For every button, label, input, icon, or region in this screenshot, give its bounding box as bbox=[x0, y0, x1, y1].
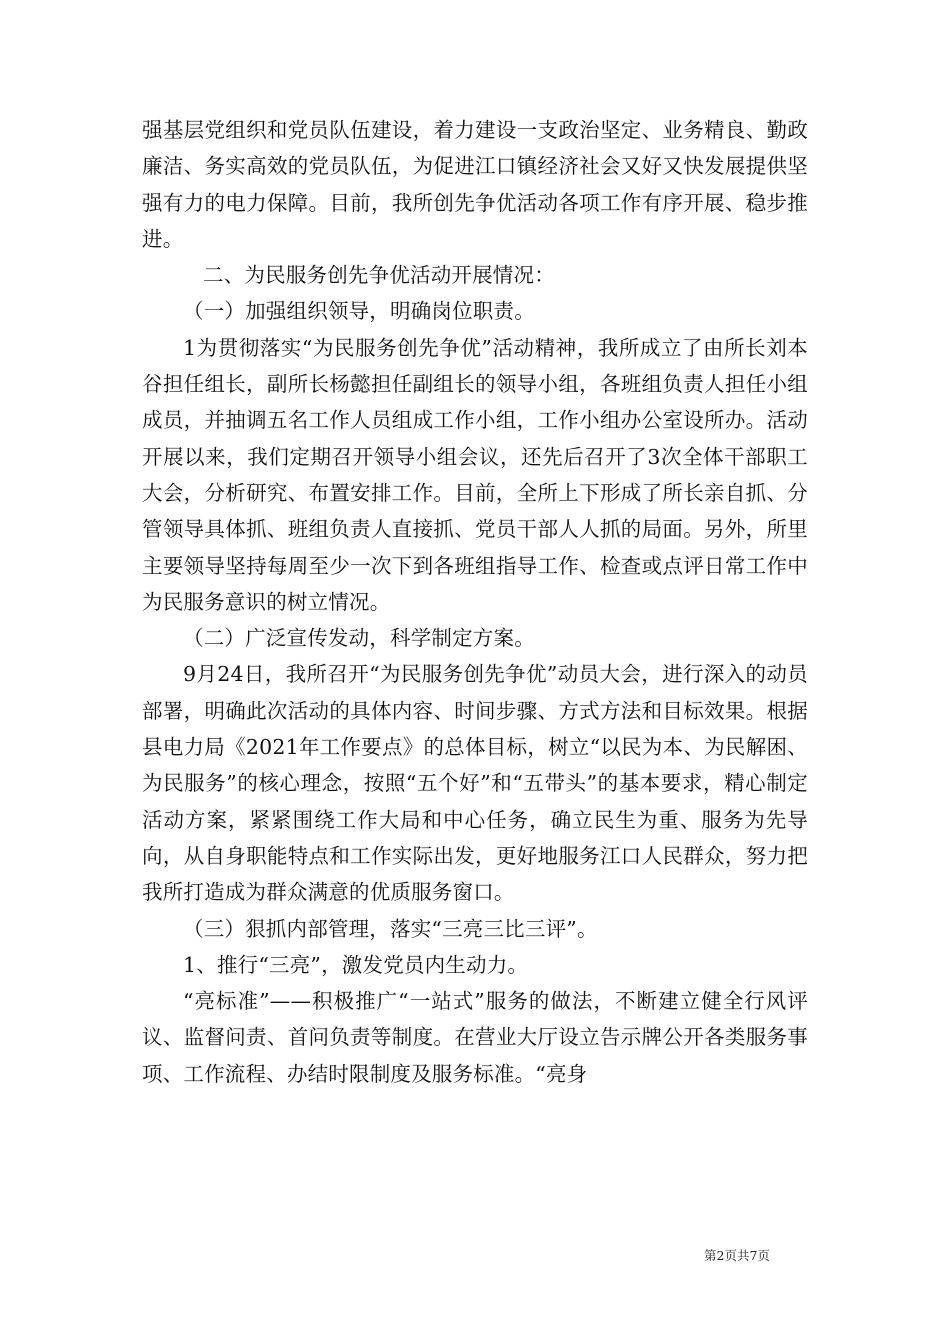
section-heading-2: 二、为民服务创先争优活动开展情况： bbox=[203, 263, 555, 288]
paragraph-standards: “亮标准”——积极推广“一站式”服务的做法，不断建立健全行风评议、监督问责、首问负责等制度。在营业大厅设立告示牌公开各类服务事项、工作流程、办结时限制度及服务标准。“亮身 bbox=[142, 989, 808, 1086]
document-body bbox=[142, 112, 808, 1092]
paragraph-mobilization: 9月24日，我所召开“为民服务创先争优”动员大会，进行深入的动员部署，明确此次活动的具体内容、时间步骤、方式方法和目标效果。根据县电力局《2021年工作要点》的总体目标，树立“以民为本、为民解困、为民服务”的核心理念，按照“五个好”和“五带头”的基本要求，精心制定活动方案，紧紧围绕工作大局和中心任务，确立民生为重、服务为先导向，从自身职能特点和工作实际出发，更好地服务江口人民群众，努力把我所打造成为群众满意的优质服务窗口。 bbox=[142, 662, 808, 905]
paragraph-intro-continued: 强基层党组织和党员队伍建设，着力建设一支政治坚定、业务精良、勤政廉洁、务实高效的党员队伍，为促进江口镇经济社会又好又快发展提供坚强有力的电力保障。目前，我所创先争优活动各项工作有序开展、稳步推进。 bbox=[142, 118, 808, 251]
item-heading-1: 1、推行“三亮”，激发党员内生动力。 bbox=[183, 952, 529, 977]
subsection-heading-3: （三）狠抓内部管理，落实“三亮三比三评”。 bbox=[183, 916, 598, 941]
subsection-heading-1: （一）加强组织领导，明确岗位职责。 bbox=[183, 299, 535, 324]
paragraph-organization: 1为贯彻落实“为民服务创先争优”活动精神，我所成立了由所长刘本谷担任组长，副所长杨懿担任副组长的领导小组，各班组负责人担任小组成员，并抽调五名工作人员组成工作小组，工作小组办公室设所办。活动开展以来，我们定期召开领导小组会议，还先后召开了3次全体干部职工大会，分析研究、布置安排工作。目前，全所上下形成了所长亲自抓、分管领导具体抓、班组负责人直接抓、党员干部人人抓的局面。另外，所里主要领导坚持每周至少一次下到各班组指导工作、检查或点评日常工作中为民服务意识的树立情况。 bbox=[142, 335, 808, 614]
page-number: 第2页共7页 bbox=[704, 1248, 770, 1263]
subsection-heading-2: （二）广泛宣传发动，科学制定方案。 bbox=[183, 626, 535, 651]
